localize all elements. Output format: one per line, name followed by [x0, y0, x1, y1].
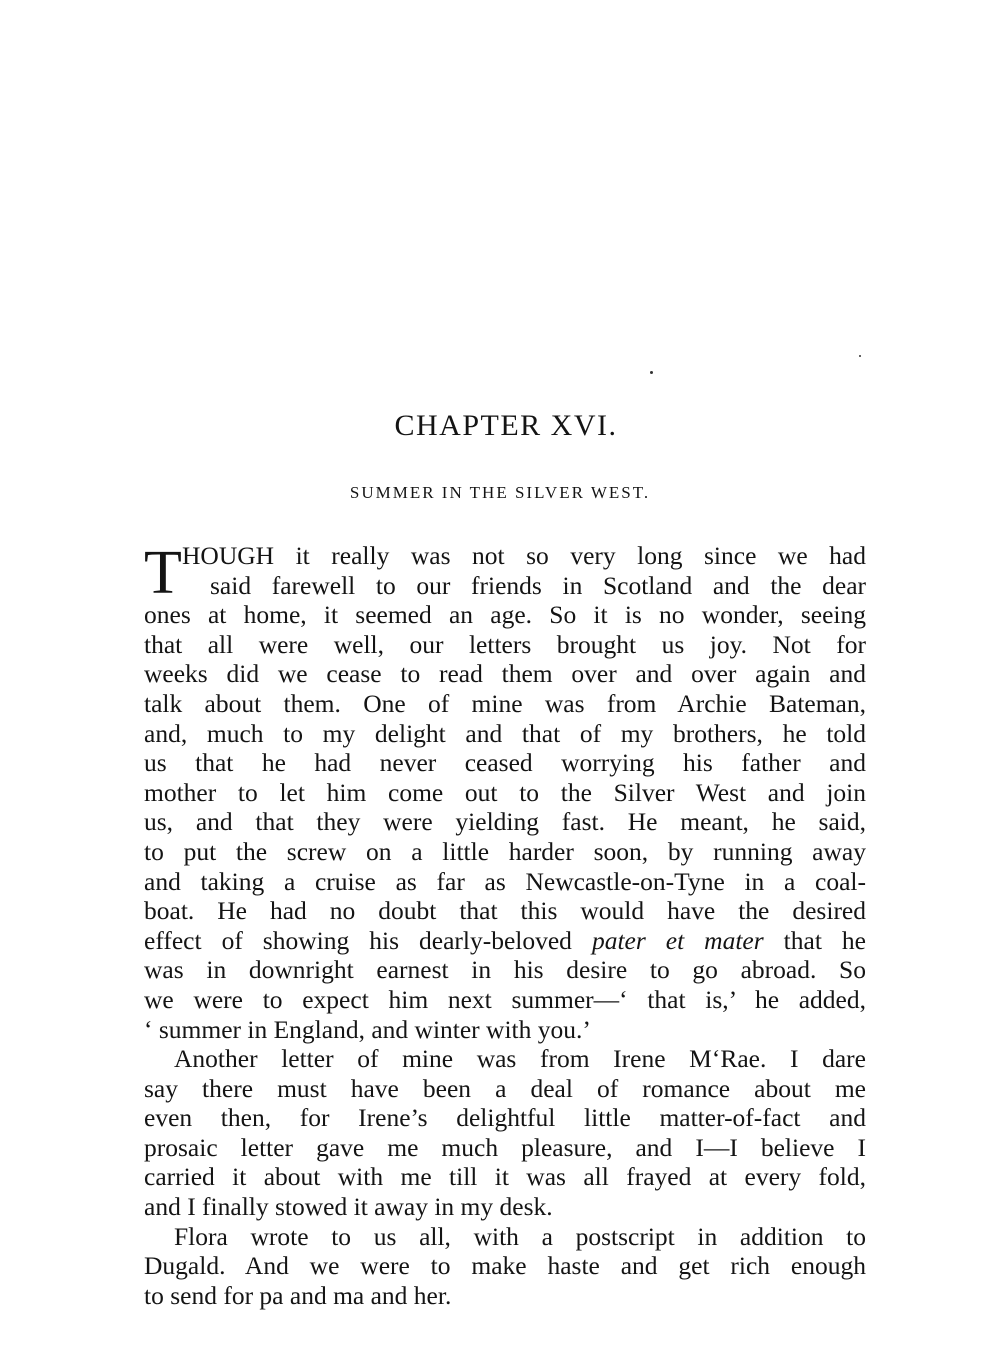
chapter-title: CHAPTER XVI.: [394, 409, 618, 442]
text-line: boat. He had no doubt that this would have the desired: [144, 896, 866, 926]
text-line: and I finally stowed it away in my desk.: [144, 1192, 553, 1222]
text-line: say there must have been a deal of romance about me: [144, 1073, 866, 1103]
text-line: ones at home, it seemed an age. So it is no wonder, seeing: [144, 600, 866, 630]
print-speck: [650, 371, 653, 374]
text-line: us, and that they were yielding fast. He meant, he said,: [144, 807, 866, 837]
text-line: we were to expect him next summer—‘ that is,’ he added,: [144, 984, 866, 1014]
text-line: Flora wrote to us all, with a postscript in addition to: [174, 1221, 866, 1251]
text-line: and, much to my delight and that of my brothers, he told: [144, 718, 866, 748]
text-line: [144, 926, 866, 956]
text-line: weeks did we cease to read them over and over again and: [144, 659, 866, 689]
text-line: that all were well, our letters brought us joy. Not for: [144, 629, 866, 659]
drop-cap: T: [144, 539, 182, 607]
chapter-subtitle: SUMMER IN THE SILVER WEST.: [349, 483, 651, 502]
text-line: mother to let him come out to the Silver West and join: [144, 777, 866, 807]
text-line: HOUGH it really was not so very long since we had: [182, 541, 866, 570]
text-line: us that he had never ceased worrying his father and: [144, 748, 866, 778]
text-line: prosaic letter gave me much pleasure, and I—I believe I: [144, 1132, 866, 1162]
text-line: talk about them. One of mine was from Archie Bateman,: [144, 688, 866, 718]
text-line: to send for pa and ma and her.: [144, 1280, 452, 1310]
text-line: was in downright earnest in his desire to go abroad. So: [144, 955, 866, 985]
text-line: to put the screw on a little harder soon, by running away: [144, 836, 866, 866]
text-segment: that he: [763, 925, 866, 955]
text-line: carried it about with me till it was all frayed at every fold,: [144, 1162, 866, 1192]
chapter-body: [144, 541, 866, 1310]
text-line: even then, for Irene’s delightful little matter-of-fact and: [144, 1103, 866, 1133]
text-line: and taking a cruise as far as Newcastle-on-Tyne in a coal-: [144, 866, 866, 896]
text-line: ‘ summer in England, and winter with you.’: [144, 1014, 591, 1044]
text-line: Another letter of mine was from Irene M‘Rae. I dare: [174, 1044, 866, 1074]
text-line: Dugald. And we were to make haste and get rich enough: [144, 1251, 866, 1281]
italic-phrase: pater et mater: [591, 925, 764, 955]
text-line: said farewell to our friends in Scotland and the dear: [210, 570, 866, 600]
print-speck: [859, 355, 861, 357]
text-segment: effect of showing his dearly-beloved: [144, 925, 592, 955]
